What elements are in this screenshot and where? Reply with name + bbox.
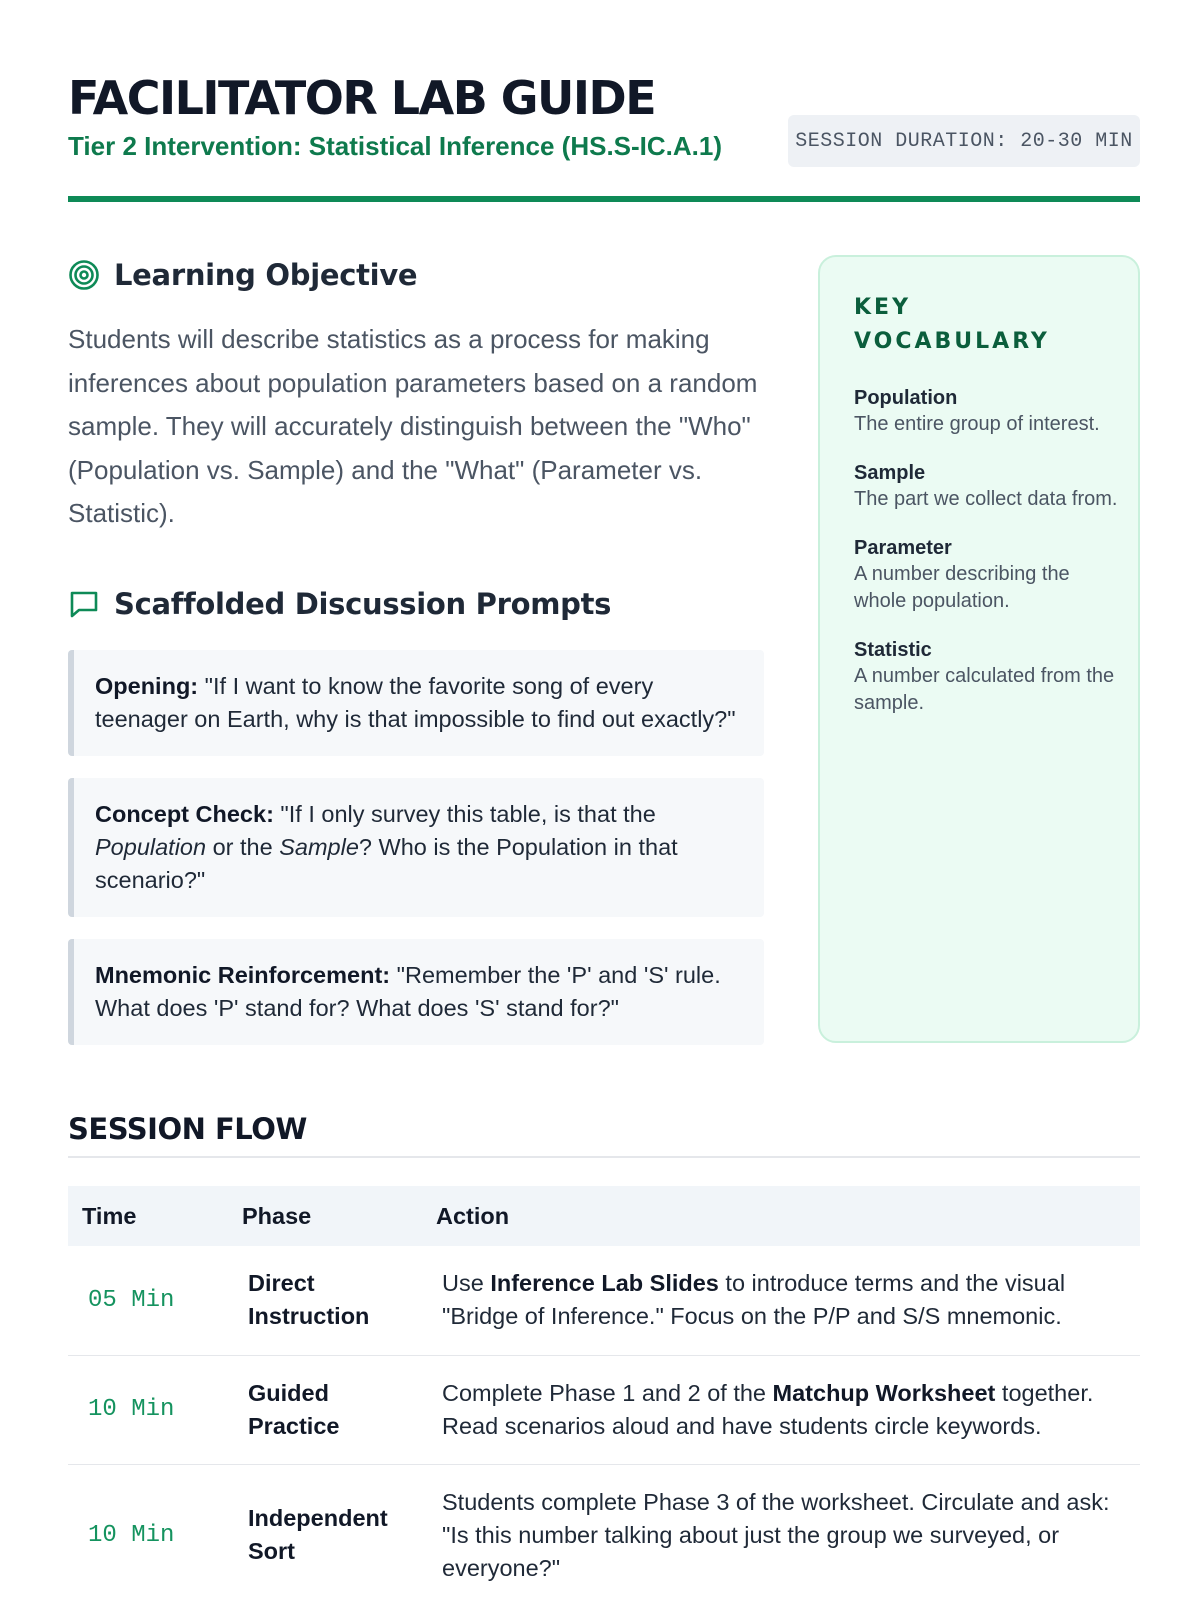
- prompt-text: "If I want to know the favorite song of every teenager on Earth, why is that impossible to find out exactly?": [95, 672, 736, 732]
- action-resource: Inference Lab Slides: [490, 1270, 719, 1297]
- prompt-card-opening: [68, 650, 764, 756]
- time-cell: 10 Min: [68, 1355, 228, 1464]
- page-header: [68, 0, 1140, 202]
- target-icon: [68, 259, 100, 291]
- prompts-heading-text: Scaffolded Discussion Prompts: [114, 586, 612, 621]
- prompt-text: ? Who is the Population in that scenario?": [95, 833, 678, 893]
- vocab-term: Population: [854, 387, 958, 409]
- prompt-text: or the: [206, 833, 280, 860]
- action-text: Complete Phase 1 and 2 of the: [442, 1379, 773, 1406]
- action-text: to introduce terms and the visual "Bridge of Inference." Focus on the P/P and S/S mnemonic.: [442, 1270, 1066, 1330]
- prompt-emphasis: Sample: [279, 833, 359, 860]
- action-resource: Matchup Worksheet: [772, 1379, 996, 1406]
- prompt-label: Concept Check:: [95, 800, 274, 827]
- column-header-phase: Phase: [228, 1186, 422, 1246]
- vocab-term: Sample: [854, 462, 926, 484]
- objective-heading-text: Learning Objective: [114, 258, 418, 292]
- table-header-row: [68, 1186, 1140, 1246]
- prompt-label: Mnemonic Reinforcement:: [95, 961, 391, 988]
- prompt-emphasis: Population: [95, 833, 207, 860]
- prompt-label: Opening:: [95, 672, 199, 699]
- prompt-text: "If I only survey this table, is that the: [280, 800, 656, 827]
- action-cell: [422, 1355, 1140, 1464]
- prompt-card-concept-check: [68, 778, 764, 917]
- column-header-action: Action: [422, 1186, 1140, 1246]
- table-row: [68, 1246, 1140, 1355]
- vocab-definition: A number calculated from the sample.: [854, 665, 1115, 714]
- objective-heading: [68, 255, 764, 295]
- session-duration-badge: SESSION DURATION: 20-30 MIN: [788, 115, 1140, 167]
- phase-cell: Independent Sort: [228, 1464, 422, 1600]
- table-row: [68, 1355, 1140, 1464]
- table-row: [68, 1464, 1140, 1600]
- action-text: together. Read scenarios aloud and have students circle keywords.: [442, 1379, 1094, 1439]
- vocab-definition: The entire group of interest.: [854, 413, 1100, 435]
- column-header-time: Time: [68, 1186, 228, 1246]
- vocabulary-title: KEY VOCABULARY: [854, 295, 1050, 354]
- chat-bubble-icon: [68, 588, 100, 620]
- lab-guide-page: [68, 0, 1140, 1581]
- vocab-item-sample: [854, 460, 1118, 513]
- vocab-term: Statistic: [854, 639, 932, 661]
- action-cell: [422, 1246, 1140, 1355]
- vocab-definition: A number describing the whole population.: [854, 563, 1070, 612]
- time-cell: 10 Min: [68, 1464, 228, 1600]
- page-title: FACILITATOR LAB GUIDE: [68, 71, 656, 125]
- main-content: [68, 255, 764, 1045]
- prompt-card-mnemonic: [68, 939, 764, 1045]
- vocab-item-statistic: [854, 637, 1118, 717]
- action-text: Students complete Phase 3 of the worksheet. Circulate and ask: "Is this number talking about just the group we surveyed, or everyone?": [442, 1488, 1110, 1581]
- key-vocabulary-card: [818, 255, 1140, 1043]
- objective-text: Students will describe statistics as a process for making inferences about population parameters based on a random sample. They will accurately distinguish between the "Who" (Population vs. Sample) and the "What" (Parameter vs. Statistic).: [68, 324, 758, 528]
- vocab-term: Parameter: [854, 537, 952, 559]
- vocabulary-list: [854, 385, 1118, 717]
- action-text: Use: [442, 1270, 491, 1297]
- action-cell: [422, 1464, 1140, 1600]
- phase-cell: Direct Instruction: [228, 1246, 422, 1355]
- prompts-heading: [68, 584, 764, 624]
- vocab-item-parameter: [854, 535, 1118, 615]
- page-subtitle: Tier 2 Intervention: Statistical Inference (HS.S-IC.A.1): [68, 131, 723, 161]
- session-flow-heading: SESSION FLOW: [68, 1112, 1140, 1158]
- session-flow-table: [68, 1186, 1140, 1600]
- vocab-item-population: [854, 385, 1118, 438]
- phase-cell: Guided Practice: [228, 1355, 422, 1464]
- vocab-definition: The part we collect data from.: [854, 488, 1118, 510]
- time-cell: 05 Min: [68, 1246, 228, 1355]
- prompt-text: "Remember the 'P' and 'S' rule. What does 'P' stand for? What does 'S' stand for?": [95, 961, 721, 1021]
